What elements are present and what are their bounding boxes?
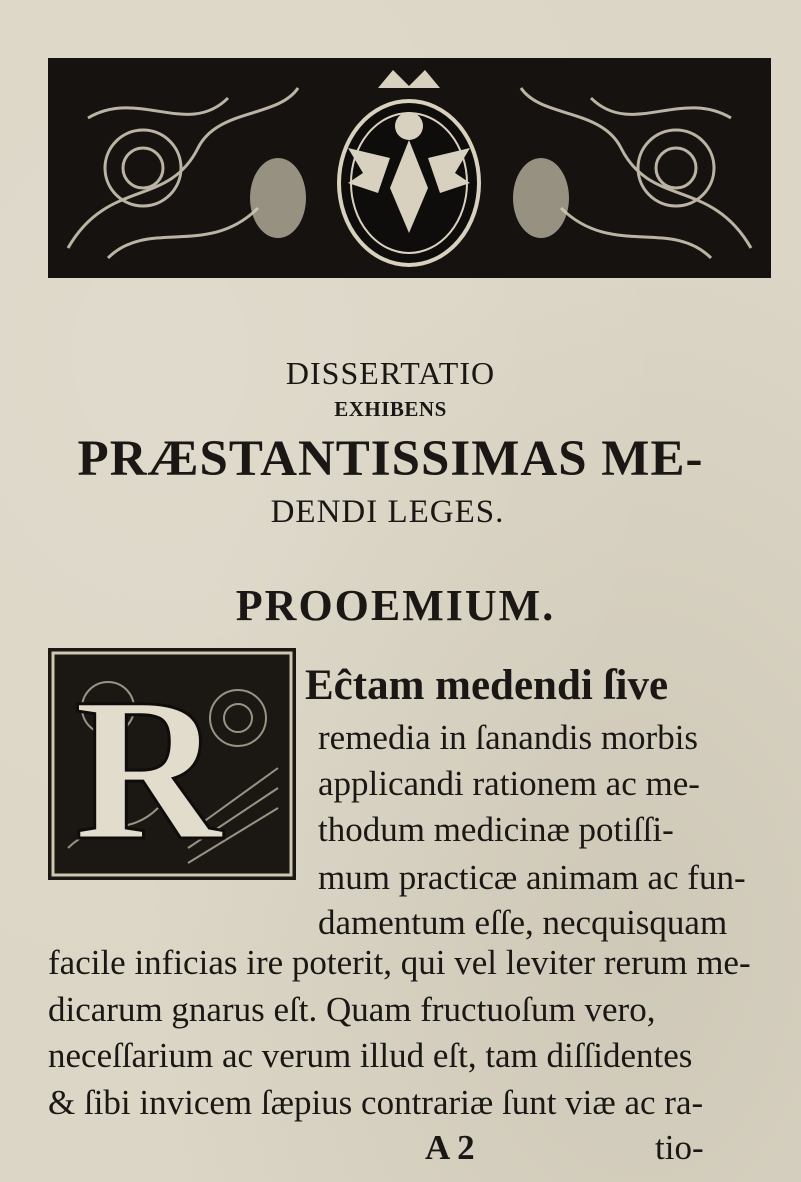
- initial-letter: R: [73, 656, 223, 880]
- body-line: neceſſarium ac verum illud eſt, tam diſſidentes: [48, 1036, 693, 1075]
- body-line: mum practicæ animam ac fun-: [318, 858, 746, 897]
- main-title-line-1: PRÆSTANTISSIMAS ME-: [77, 431, 704, 487]
- eagle-crest-icon: [48, 58, 771, 278]
- body-line: facile inficias ire poterit, qui vel leviter rerum me-: [48, 943, 751, 982]
- body-line: & ſibi invicem ſæpius contrariæ ſunt viæ ac ra-: [48, 1083, 704, 1122]
- headpiece-ornament: [48, 58, 771, 278]
- section-heading: PROOEMIUM.: [235, 581, 556, 630]
- body-line: remedia in ſanandis morbis: [318, 718, 699, 757]
- decorated-initial-icon: [48, 648, 296, 880]
- initial-letter-block: [48, 648, 296, 880]
- body-line: applicandi rationem ac me-: [318, 764, 700, 803]
- body-line: dicarum gnarus eſt. Quam fructuoſum vero,: [48, 990, 656, 1029]
- body-line: thodum medicinæ potiſſi-: [318, 810, 674, 849]
- body-line: Eĉtam medendi ſive: [305, 662, 669, 709]
- body-line: damentum eſſe, necquisquam: [318, 903, 728, 942]
- title-dissertatio: DISSERTATIO: [285, 355, 496, 391]
- subtitle-exhibens: EXHIBENS: [334, 397, 447, 421]
- main-title-line-2: DENDI LEGES.: [270, 494, 505, 530]
- catchword: tio-: [655, 1128, 704, 1167]
- signature-mark: A 2: [425, 1128, 475, 1167]
